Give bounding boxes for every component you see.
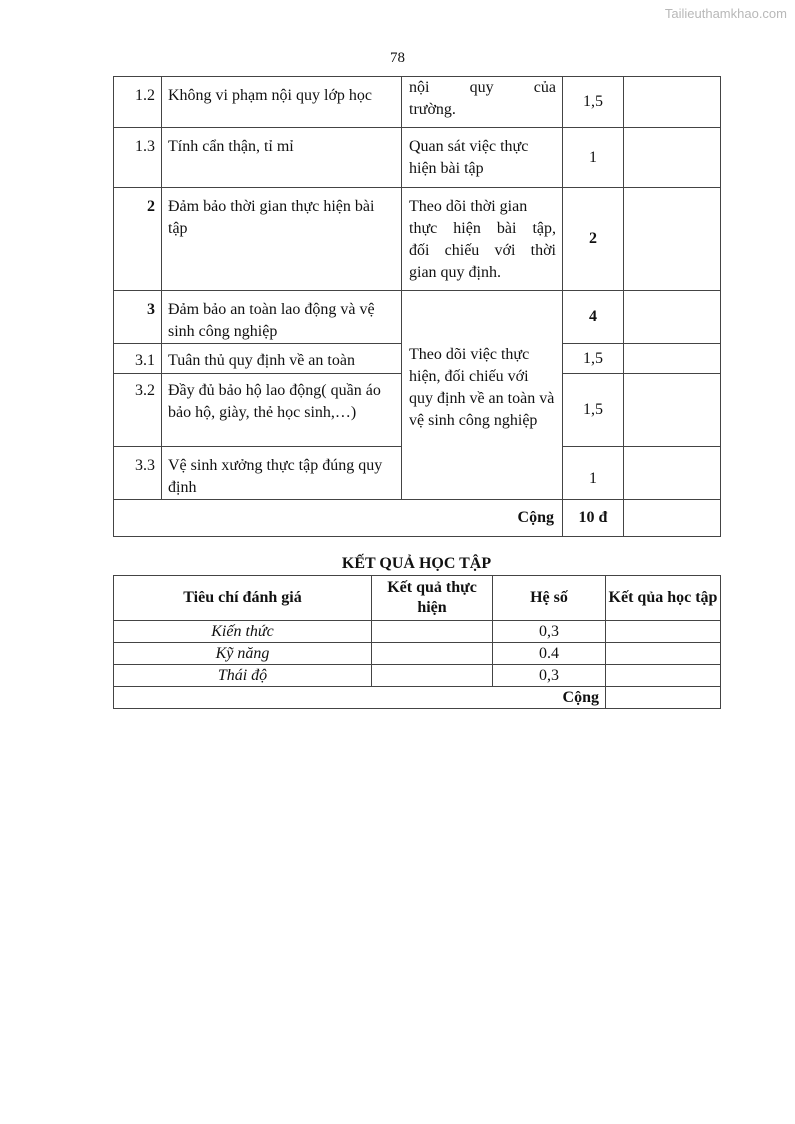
sum-cell — [606, 687, 721, 709]
learning-result-cell — [606, 643, 721, 665]
total-row — [114, 500, 721, 537]
result-cell — [624, 500, 721, 537]
performance-cell — [372, 665, 493, 687]
results-table — [113, 575, 721, 709]
result-cell — [624, 447, 721, 500]
watermark: Tailieuthamkhao.com — [664, 6, 787, 21]
criterion-score: 4 — [563, 291, 624, 344]
table-row — [114, 643, 721, 665]
criterion-method — [402, 77, 563, 128]
header-criterion: Tiêu chí đánh giá — [114, 576, 372, 621]
criterion-number: 3 — [114, 291, 162, 344]
method-line: nội quy của — [409, 79, 556, 96]
table-row — [114, 665, 721, 687]
criterion-cell: Kỹ năng — [114, 643, 372, 665]
results-sum-row — [114, 687, 721, 709]
criterion-score: 1 — [563, 128, 624, 188]
coefficient-cell: 0,3 — [493, 621, 606, 643]
criteria-table — [113, 76, 721, 537]
method-line: trường. — [409, 101, 456, 118]
coefficient-cell: 0.4 — [493, 643, 606, 665]
criterion-score: 2 — [563, 188, 624, 291]
criterion-name: Không vi phạm nội quy lớp học — [162, 77, 402, 128]
performance-cell — [372, 621, 493, 643]
table-row — [114, 188, 721, 291]
method-line: Theo dõi thời gian — [409, 198, 528, 215]
criterion-name: Tuân thủ quy định về an toàn — [162, 344, 402, 374]
table-row — [114, 621, 721, 643]
criterion-name: Đầy đủ bảo hộ lao động( quần áo bảo hộ, giày, thẻ học sinh,…) — [162, 374, 402, 447]
result-cell — [624, 188, 721, 291]
results-title: KẾT QUẢ HỌC TẬP — [341, 555, 492, 572]
total-score: 10 đ — [563, 500, 624, 537]
method-line: thực hiện bài tập, — [409, 220, 556, 237]
coefficient-cell: 0,3 — [493, 665, 606, 687]
result-cell — [624, 374, 721, 447]
method-line: đối chiếu với thời — [409, 242, 556, 259]
table-row — [114, 291, 721, 344]
criterion-number: 3.2 — [114, 374, 162, 447]
criterion-score: 1,5 — [563, 77, 624, 128]
criterion-number: 3.1 — [114, 344, 162, 374]
total-label: Cộng — [114, 500, 563, 537]
criterion-method: Quan sát việc thực hiện bài tập — [402, 128, 563, 188]
criterion-name: Đảm bảo an toàn lao động và vệ sinh công nghiệp — [162, 291, 402, 344]
result-cell — [624, 291, 721, 344]
criterion-name: Tính cẩn thận, tỉ mỉ — [162, 128, 402, 188]
criterion-score: 1,5 — [563, 374, 624, 447]
group-3-method: Theo dõi việc thực hiện, đối chiếu với quy định về an toàn và vệ sinh công nghiệp — [402, 291, 563, 500]
learning-result-cell — [606, 621, 721, 643]
criterion-number: 1.2 — [114, 77, 162, 128]
criterion-number: 2 — [114, 188, 162, 291]
result-cell — [624, 128, 721, 188]
sum-label: Cộng — [114, 687, 606, 709]
criterion-name: Đảm bảo thời gian thực hiện bài tập — [162, 188, 402, 291]
results-header-row — [114, 576, 721, 621]
result-cell — [624, 344, 721, 374]
method-line: gian quy định. — [409, 264, 501, 281]
performance-cell — [372, 643, 493, 665]
header-performance: Kết quả thực hiện — [372, 576, 493, 621]
criterion-cell: Thái độ — [114, 665, 372, 687]
criterion-method — [402, 188, 563, 291]
learning-result-cell — [606, 665, 721, 687]
page-number: 78 — [390, 50, 405, 66]
criterion-score: 1 — [563, 447, 624, 500]
table-row — [114, 77, 721, 128]
criterion-number: 1.3 — [114, 128, 162, 188]
result-cell — [624, 77, 721, 128]
table-row — [114, 128, 721, 188]
criterion-number: 3.3 — [114, 447, 162, 500]
header-learning-result: Kết qủa học tập — [606, 576, 721, 621]
criterion-name: Vệ sinh xưởng thực tập đúng quy định — [162, 447, 402, 500]
header-coefficient: Hệ số — [493, 576, 606, 621]
criterion-cell: Kiến thức — [114, 621, 372, 643]
criterion-score: 1,5 — [563, 344, 624, 374]
